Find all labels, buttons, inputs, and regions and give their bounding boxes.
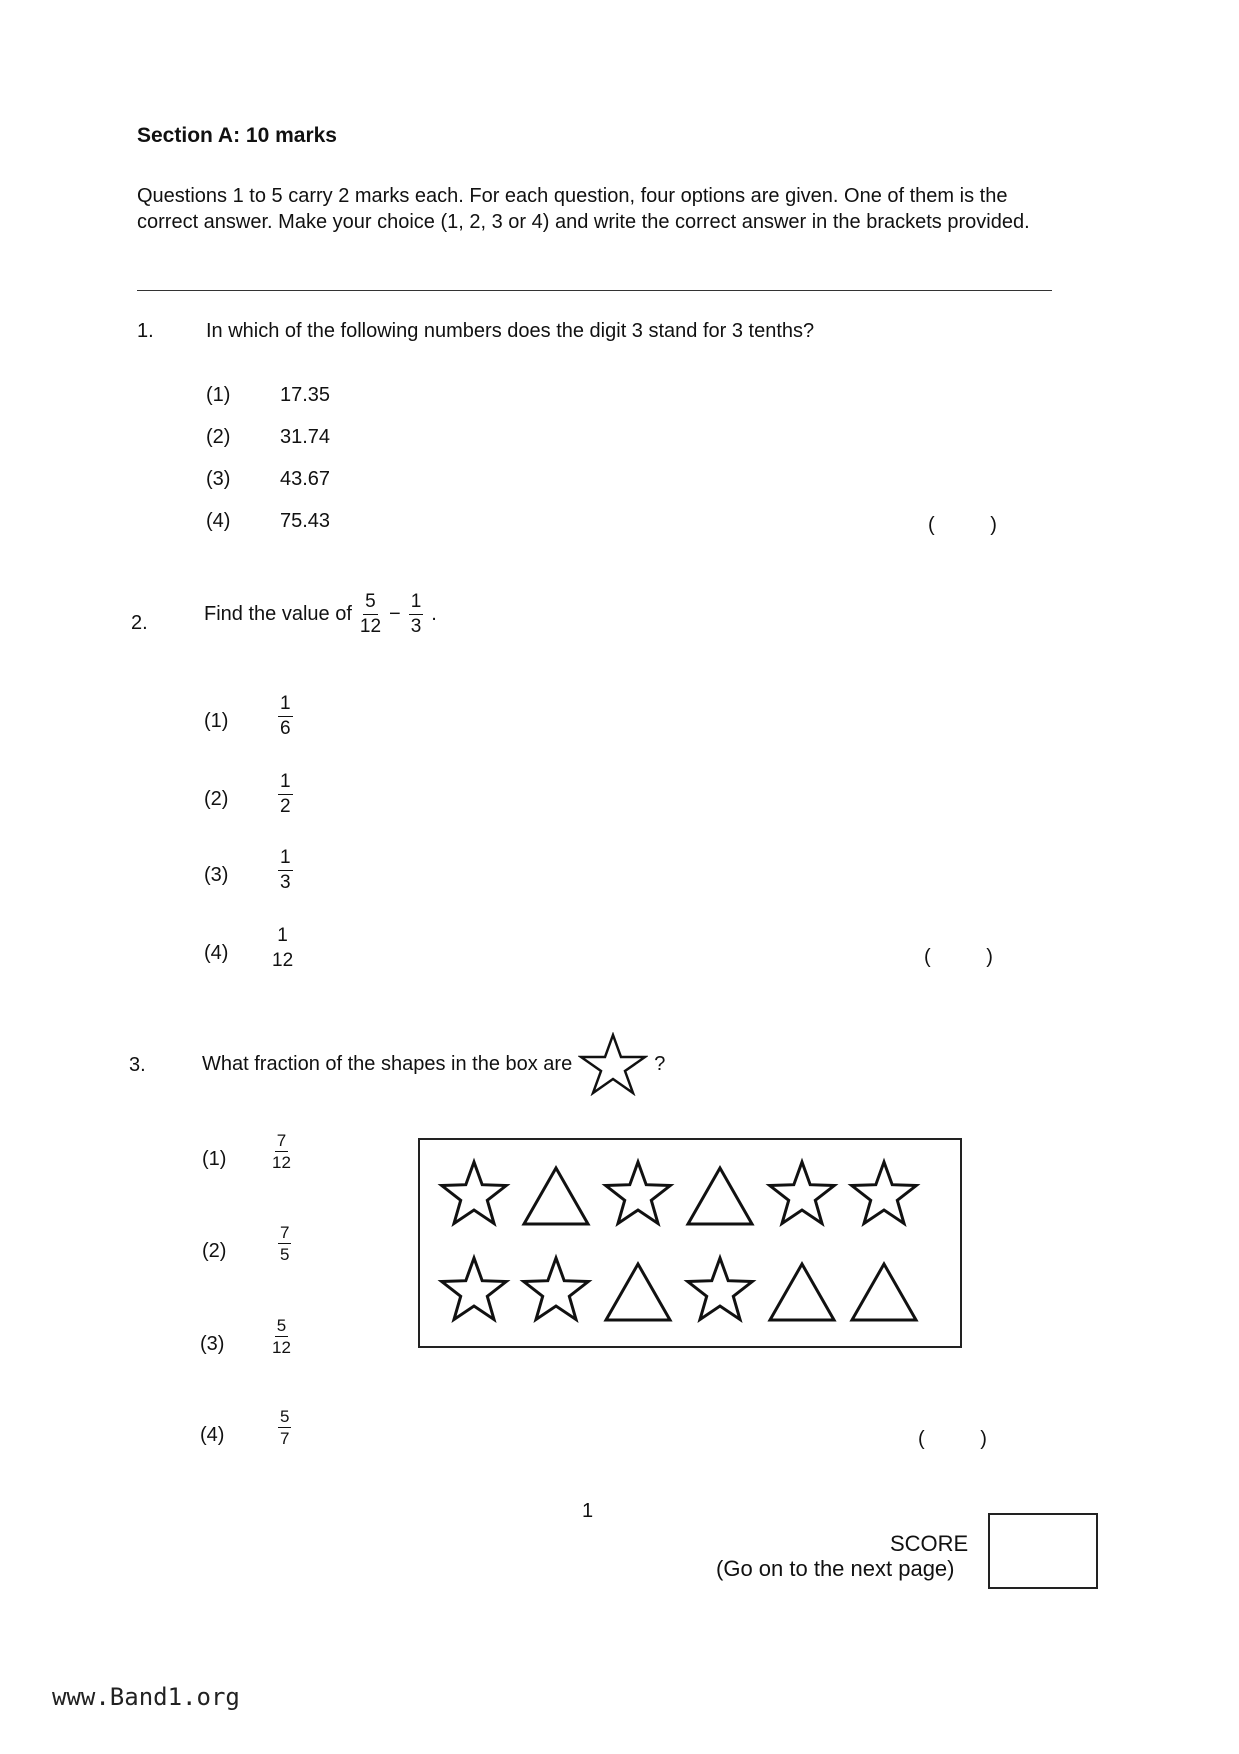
q1-option-4-value: 75.43 [280, 510, 331, 532]
q3-option-1-label: (1) [202, 1148, 227, 1170]
watermark: www.Band1.org [52, 1683, 240, 1711]
q1-option-1-label: (1) [206, 384, 231, 406]
q1-option-3-label: (3) [206, 468, 231, 490]
q2-option-1-fraction [278, 694, 293, 739]
q2-option-2-fraction [278, 772, 293, 817]
q3-option-2-label: (2) [202, 1240, 227, 1262]
q2-option-4-fraction [272, 926, 293, 971]
triangle-shape [770, 1264, 834, 1320]
q3-option-3-fraction [272, 1317, 291, 1356]
star-shape [688, 1258, 753, 1320]
q2-fraction-a-den: 12 [359, 616, 382, 637]
q1-option-1-value: 17.35 [280, 384, 331, 406]
q3-option-4-label: (4) [200, 1424, 225, 1446]
q3-option-1-den: 12 [272, 1153, 291, 1172]
q1-option-2-label: (2) [206, 426, 231, 448]
star-shape [442, 1258, 507, 1320]
q2-operator: − [389, 603, 401, 625]
q1-option-2-value: 31.74 [280, 426, 331, 448]
q2-option-3-fraction [278, 848, 293, 893]
question-2-text [204, 592, 437, 637]
q3-option-2-den: 5 [280, 1245, 290, 1264]
q2-option-3-num: 1 [278, 848, 293, 871]
q2-option-1-num: 1 [278, 694, 293, 717]
shape-grid [420, 1140, 960, 1346]
score-label: SCORE [890, 1531, 969, 1556]
q2-answer-bracket[interactable]: ( ) [924, 946, 993, 968]
q2-option-4-num: 1 [277, 925, 288, 946]
star-shape [770, 1162, 835, 1224]
question-3-number: 3. [129, 1054, 146, 1076]
q2-option-2-num: 1 [278, 772, 293, 795]
q3-option-4-fraction [278, 1408, 291, 1447]
q3-option-4-den: 7 [280, 1429, 290, 1448]
q2-option-4-label: (4) [204, 942, 229, 964]
q2-option-2-label: (2) [204, 788, 229, 810]
q1-option-3-value: 43.67 [280, 468, 331, 490]
star-shape [524, 1258, 589, 1320]
shape-box [418, 1138, 962, 1348]
question-2-number: 2. [131, 612, 148, 634]
q3-option-3-label: (3) [200, 1333, 225, 1355]
q2-text-prefix: Find the value of [204, 603, 352, 625]
section-instructions: Questions 1 to 5 carry 2 marks each. For each question, four options are given. One of them is the correct answer. Make your choice (1, 2, 3 or 4) and write the correct answer in the brackets provided. [137, 185, 1030, 233]
score-box[interactable] [988, 1513, 1098, 1589]
divider-rule [137, 290, 1052, 291]
q2-option-1-label: (1) [204, 710, 229, 732]
q2-fraction-b-num: 1 [409, 592, 424, 615]
star-shape [442, 1162, 507, 1224]
q3-text-prefix: What fraction of the shapes in the box are [202, 1052, 573, 1075]
q2-option-3-den: 3 [280, 872, 291, 893]
question-1-number: 1. [137, 320, 154, 342]
q3-option-1-fraction [272, 1132, 291, 1171]
triangle-shape [852, 1264, 916, 1320]
q2-option-3-label: (3) [204, 864, 229, 886]
star-shape [852, 1162, 917, 1224]
star-shape [606, 1162, 671, 1224]
triangle-shape [688, 1168, 752, 1224]
question-3-text [202, 1032, 665, 1096]
q3-answer-bracket[interactable]: ( ) [918, 1428, 987, 1450]
q3-option-3-den: 12 [272, 1338, 291, 1357]
q2-fraction-b [409, 592, 424, 637]
q3-option-1-num: 7 [276, 1131, 287, 1150]
q2-fraction-a-num: 5 [363, 592, 378, 615]
triangle-shape [524, 1168, 588, 1224]
q3-option-4-num: 5 [280, 1407, 290, 1426]
q2-period: . [431, 603, 437, 625]
q2-option-1-den: 6 [280, 718, 291, 739]
section-title: Section A: 10 marks [137, 124, 337, 147]
q2-option-2-den: 2 [280, 796, 291, 817]
q2-option-4-den: 12 [272, 950, 294, 971]
q2-fraction-b-den: 3 [410, 616, 422, 637]
q3-option-3-num: 5 [276, 1316, 287, 1335]
q3-option-2-num: 7 [280, 1223, 290, 1242]
star-icon [578, 1032, 648, 1096]
next-page-note: (Go on to the next page) [716, 1556, 955, 1581]
q1-option-4-label: (4) [206, 510, 231, 532]
q3-text-suffix: ? [654, 1052, 666, 1075]
q1-answer-bracket[interactable]: ( ) [928, 514, 997, 536]
q2-fraction-a [360, 592, 381, 637]
page-number: 1 [582, 1500, 594, 1522]
triangle-shape [606, 1264, 670, 1320]
question-1-text: In which of the following numbers does the digit 3 stand for 3 tenths? [206, 320, 815, 342]
q3-option-2-fraction [278, 1224, 291, 1263]
